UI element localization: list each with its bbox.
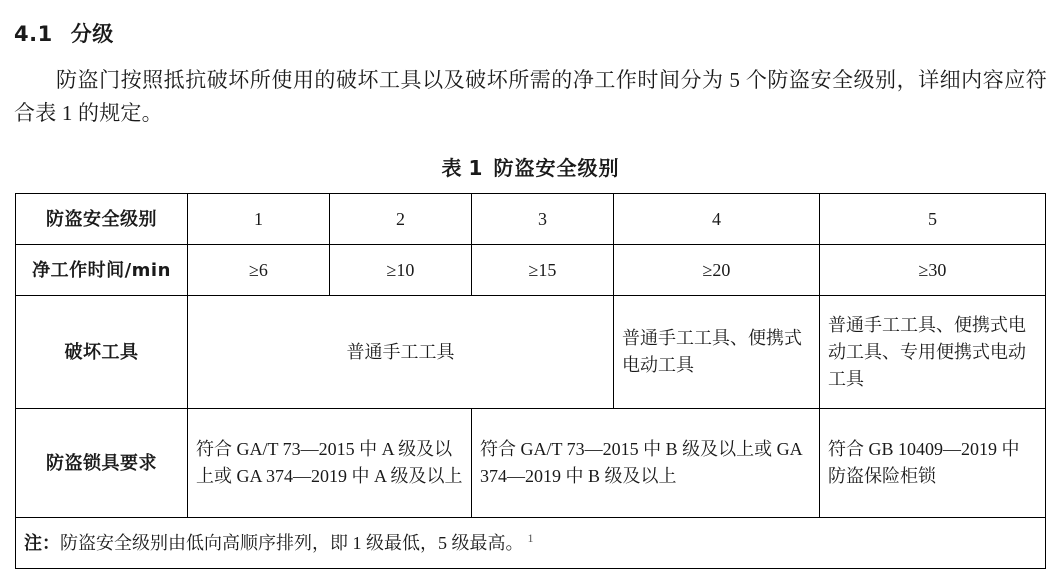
grade-value-4: 4	[614, 194, 820, 245]
table-caption-number: 1	[468, 156, 484, 180]
net-time-value-2: ≥10	[330, 245, 472, 296]
section-title: 分级	[70, 22, 114, 46]
table-note-text: 防盗安全级别由低向高顺序排列，即 1 级最低，5 级最高。	[60, 532, 524, 553]
tools-value-grades-1-3: 普通手工工具	[188, 296, 614, 409]
row-header-tools: 破坏工具	[16, 296, 188, 409]
table-caption-label: 表	[441, 156, 463, 180]
tools-value-grade-4: 普通手工工具、便携式电动工具	[614, 296, 820, 409]
table-caption-title: 防盗安全级别	[493, 156, 620, 180]
lock-value-grade-5: 符合 GB 10409—2019 中防盗保险柜锁	[820, 409, 1046, 518]
grade-value-3: 3	[472, 194, 614, 245]
table-row	[16, 296, 1046, 409]
row-header-net-time: 净工作时间/min	[16, 245, 188, 296]
tools-value-grade-5: 普通手工工具、便携式电动工具、专用便携式电动工具	[820, 296, 1046, 409]
page-number-footer: 1	[527, 531, 534, 545]
net-time-value-3: ≥15	[472, 245, 614, 296]
table-note-label: 注：	[24, 532, 60, 554]
grade-value-5: 5	[820, 194, 1046, 245]
table-caption	[14, 152, 1047, 181]
grade-value-1: 1	[188, 194, 330, 245]
section-number: 4.1	[14, 22, 53, 46]
grade-value-2: 2	[330, 194, 472, 245]
table-row	[16, 409, 1046, 518]
security-grade-table	[15, 193, 1046, 569]
lock-value-grades-3-4: 符合 GA/T 73—2015 中 B 级及以上或 GA 374—2019 中 B 级及以上	[472, 409, 820, 518]
page-title	[14, 10, 1047, 48]
net-time-value-4: ≥20	[614, 245, 820, 296]
document-page	[0, 10, 1061, 554]
net-time-value-5: ≥30	[820, 245, 1046, 296]
table-row	[16, 194, 1046, 245]
lock-value-grades-1-2: 符合 GA/T 73—2015 中 A 级及以上或 GA 374—2019 中 A 级及以上	[188, 409, 472, 518]
net-time-value-1: ≥6	[188, 245, 330, 296]
row-header-lock: 防盗锁具要求	[16, 409, 188, 518]
body-paragraph: 防盗门按照抵抗破坏所使用的破坏工具以及破坏所需的净工作时间分为 5 个防盗安全级别，详细内容应符合表 1 的规定。	[14, 68, 1047, 125]
row-header-grade: 防盗安全级别	[16, 194, 188, 245]
table-row	[16, 245, 1046, 296]
